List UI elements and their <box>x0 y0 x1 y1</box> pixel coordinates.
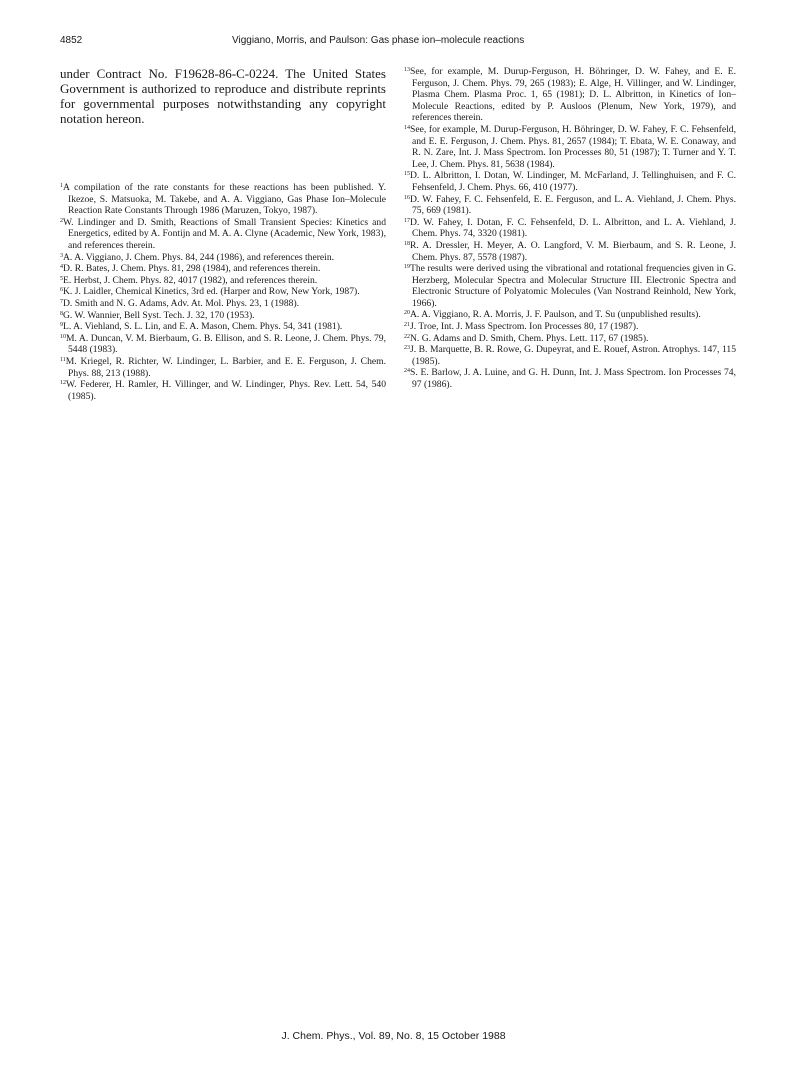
footnote-text: E. Herbst, J. Chem. Phys. 82, 4017 (1982), and references therein. <box>63 274 318 286</box>
footnote <box>60 321 386 333</box>
footnote-text: L. A. Viehland, S. L. Lin, and E. A. Mason, Chem. Phys. 54, 341 (1981). <box>63 321 343 333</box>
footnote <box>404 321 736 333</box>
footnote <box>60 286 386 298</box>
footnote-number: 8 <box>60 310 63 317</box>
footnote-text: K. J. Laidler, Chemical Kinetics, 3rd ed. (Harper and Row, New York, 1987). <box>63 286 360 298</box>
footnote-number: 11 <box>60 356 66 363</box>
footnote-number: 12 <box>60 380 66 387</box>
footnote-text: M. A. Duncan, V. M. Bierbaum, G. B. Ellison, and S. R. Leone, J. Chem. Phys. 79, 5448 (1983). <box>66 332 386 356</box>
footnote-text: See, for example, M. Durup-Ferguson, H. Böhringer, D. W. Fahey, F. C. Fehsenfeld, and E. E. Ferguson, J. Chem. Phys. 81, 2657 (1984); T. Ebata, W. E. Conaway, and R. N. Zare, Int. J. Mass Spectrom. Ion Processes 80, 51 (1987); T. Turner and Y. T. Lee, J. Chem. Phys. 81, 5638 (1984). <box>410 123 736 170</box>
footnote-text: G. W. Wannier, Bell Syst. Tech. J. 32, 170 (1953). <box>63 309 255 321</box>
footnote-number: 18 <box>404 240 410 247</box>
footnote <box>404 66 736 124</box>
footnote-number: 7 <box>60 298 63 305</box>
footnote-text: W. Lindinger and D. Smith, Reactions of Small Transient Species: Kinetics and Energetics, edited by A. Fontijn and M. A. A. Clyne (Academic, New York, 1983), and references therein. <box>63 216 386 251</box>
footnote-number: 2 <box>60 217 63 224</box>
footnote <box>60 275 386 287</box>
page-footer: J. Chem. Phys., Vol. 89, No. 8, 15 October 1988 <box>281 1030 506 1042</box>
running-head: Viggiano, Morris, and Paulson: Gas phase ion–molecule reactions <box>232 35 525 46</box>
footnotes-left <box>60 182 386 402</box>
footnote-number: 19 <box>404 264 410 271</box>
footnote <box>404 170 736 193</box>
footnote-text: A. A. Viggiano, R. A. Morris, J. F. Paulson, and T. Su (unpublished results). <box>410 309 701 321</box>
footnote-number: 21 <box>404 322 410 329</box>
footnote-number: 24 <box>404 368 410 375</box>
footnote-text: R. A. Dressler, H. Meyer, A. O. Langford, V. M. Bierbaum, and S. R. Leone, J. Chem. Phys. 87, 5578 (1987). <box>410 239 736 263</box>
footnote-text: A compilation of the rate constants for these reactions has been published. Y. Ikezoe, S. Matsuoka, M. Takebe, and A. A. Viggiano, Gas Phase Ion–Molecule Reaction Rate Constants Through 1986 (Maruzen, Tokyo, 1987). <box>63 182 386 217</box>
footnote-number: 14 <box>404 124 410 131</box>
page-number: 4852 <box>60 35 83 46</box>
footnote <box>404 194 736 217</box>
footnote-number: 10 <box>60 333 66 340</box>
footnote-number: 17 <box>404 217 410 224</box>
footnote-number: 1 <box>60 183 63 189</box>
footnote-number: 16 <box>404 194 410 201</box>
footnote <box>404 309 736 321</box>
footnote <box>60 310 386 322</box>
footnote-text: J. B. Marquette, B. R. Rowe, G. Dupeyrat, and E. Rouef, Astron. Atrophys. 147, 115 (1985). <box>410 344 736 367</box>
footnote-number: 9 <box>60 322 63 329</box>
footnote-text: D. Smith and N. G. Adams, Adv. At. Mol. Phys. 23, 1 (1988). <box>63 297 300 309</box>
footnote-text: See, for example, M. Durup-Ferguson, H. Böhringer, D. W. Fahey, and E. E. Ferguson, J. Chem. Phys. 79, 265 (1983); E. Alge, H. Villinger, and W. Lindinger, Plasma Chem. Plasma Proc. 1, 65 (1981); D. L. Albritton, in Kinetics of Ion–Molecule Reactions, edited by P. Ausloos (Plenum, New York, 1979), and references therein. <box>410 66 736 124</box>
footnote <box>404 263 736 309</box>
footnote <box>60 263 386 275</box>
footnotes-right <box>404 66 736 391</box>
footnote-number: 4 <box>60 264 63 271</box>
footnote <box>60 217 386 252</box>
footnote-text: J. Troe, Int. J. Mass Spectrom. Ion Processes 80, 17 (1987). <box>410 321 639 333</box>
footnote <box>60 379 386 402</box>
footnote-number: 6 <box>60 287 63 294</box>
footnote-number: 5 <box>60 275 63 282</box>
footnote-text: A. A. Viggiano, J. Chem. Phys. 84, 244 (1986), and references therein. <box>63 251 335 263</box>
footnote <box>60 252 386 264</box>
footnote-number: 23 <box>404 345 410 352</box>
footnote <box>404 344 736 367</box>
left-column <box>60 66 386 126</box>
footnote-text: D. W. Fahey, F. C. Fehsenfeld, E. E. Ferguson, and L. A. Viehland, J. Chem. Phys. 75, 669 (1981). <box>410 193 736 217</box>
footnote-number: 13 <box>404 67 410 73</box>
footnote-number: 15 <box>404 171 410 178</box>
footnote-text: S. E. Barlow, J. A. Luine, and G. H. Dunn, Int. J. Mass Spectrom. Ion Processes 74, 97 (1986). <box>410 367 736 391</box>
footnote-text: The results were derived using the vibrational and rotational frequencies given in G. Herzberg, Molecular Spectra and Molecular Structure III. Electronic Spectra and Electronic Structure of Polyatomic Molecules (Van Nostrand Reinhold, New York, 1966). <box>410 263 736 309</box>
footnote <box>404 240 736 263</box>
footnote-text: W. Federer, H. Ramler, H. Villinger, and W. Lindinger, Phys. Rev. Lett. 54, 540 (1985). <box>66 379 386 402</box>
footnote <box>404 124 736 170</box>
footnote <box>404 333 736 345</box>
footnote <box>404 367 736 390</box>
footnote <box>60 182 386 217</box>
footnote <box>404 217 736 240</box>
footnote-number: 20 <box>404 310 410 317</box>
footnote <box>60 356 386 379</box>
footnote <box>60 298 386 310</box>
footnote-text: D. L. Albritton, I. Dotan, W. Lindinger, M. McFarland, J. Tellinghuisen, and F. C. Fehsenfeld, J. Chem. Phys. 66, 410 (1977). <box>410 170 736 193</box>
footnote <box>60 333 386 356</box>
body-paragraph: under Contract No. F19628-86-C-0224. The United States Government is authorized to reproduce and distribute reprints for governmental purposes notwithstanding any copyright notation hereon. <box>60 66 386 126</box>
footnote-text: N. G. Adams and D. Smith, Chem. Phys. Lett. 117, 67 (1985). <box>410 332 649 344</box>
footnote-number: 22 <box>404 333 410 340</box>
footnote-text: D. W. Fahey, I. Dotan, F. C. Fehsenfeld, D. L. Albritton, and L. A. Viehland, J. Chem. Phys. 74, 3320 (1981). <box>410 216 736 240</box>
footnote-number: 3 <box>60 252 63 259</box>
footnote-text: M. Kriegel, R. Richter, W. Lindinger, L. Barbier, and E. E. Ferguson, J. Chem. Phys. 88, 213 (1988). <box>65 355 386 379</box>
footnote-text: D. R. Bates, J. Chem. Phys. 81, 298 (1984), and references therein. <box>63 263 321 275</box>
